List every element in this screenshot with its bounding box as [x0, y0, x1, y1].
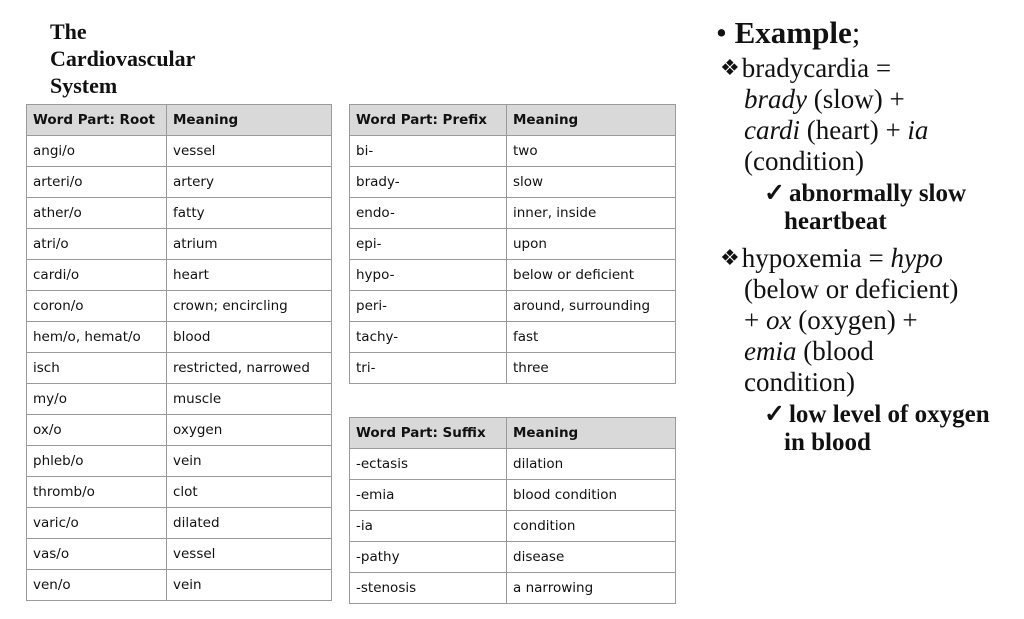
meaning-cell: artery — [167, 167, 332, 198]
ex2-meaning-2a: + — [744, 305, 766, 335]
title-line-3: System — [50, 73, 118, 98]
example-hypoxemia — [720, 242, 1020, 457]
meaning-cell: vessel — [167, 136, 332, 167]
word-part-cell: arteri/o — [27, 167, 167, 198]
ex2-line-5 — [720, 367, 1020, 398]
ex2-line-1 — [720, 242, 1020, 274]
word-part-cell: angi/o — [27, 136, 167, 167]
ex2-def-line-1: low level of oxygen — [788, 401, 990, 428]
ex1-line-3 — [720, 115, 1020, 146]
diamond-bullet-icon: ❖ — [720, 245, 740, 270]
page-title — [50, 18, 195, 99]
table-row — [27, 167, 332, 198]
prefix-header-meaning: Meaning — [507, 105, 676, 136]
root-header-wordpart: Word Part: Root — [27, 105, 167, 136]
title-line-2: Cardiovascular — [50, 46, 196, 71]
word-part-cell: atri/o — [27, 229, 167, 260]
word-part-cell: vas/o — [27, 539, 167, 570]
word-part-cell: -ectasis — [350, 449, 507, 480]
word-part-cell: endo- — [350, 198, 507, 229]
diamond-bullet-icon: ❖ — [720, 55, 740, 80]
suffix-header-meaning: Meaning — [507, 418, 676, 449]
ex1-def-line-1: abnormally slow — [788, 180, 967, 207]
ex2-line-4 — [720, 336, 1020, 367]
meaning-cell: restricted, narrowed — [167, 353, 332, 384]
table-row — [27, 415, 332, 446]
table-row — [350, 291, 676, 322]
example-heading — [716, 14, 1020, 52]
ex1-term: bradycardia = — [741, 53, 892, 83]
word-part-cell: ven/o — [27, 570, 167, 601]
ex1-meaning-3: (condition) — [744, 146, 864, 176]
word-part-cell: peri- — [350, 291, 507, 322]
prefix-table-body — [350, 136, 676, 384]
ex2-line-2 — [720, 274, 1020, 305]
meaning-cell: slow — [507, 167, 676, 198]
table-row — [350, 229, 676, 260]
prefix-header-wordpart: Word Part: Prefix — [350, 105, 507, 136]
meaning-cell: fast — [507, 322, 676, 353]
suffix-table — [349, 417, 676, 604]
prefix-table-header — [350, 105, 676, 136]
ex1-definition — [764, 180, 1020, 236]
table-row — [350, 136, 676, 167]
ex1-line-2 — [720, 84, 1020, 115]
word-part-cell: ather/o — [27, 198, 167, 229]
table-row — [27, 291, 332, 322]
suffix-table-body — [350, 449, 676, 604]
table-row — [27, 477, 332, 508]
bullet-icon: • — [716, 15, 727, 50]
word-part-cell: varic/o — [27, 508, 167, 539]
meaning-cell: muscle — [167, 384, 332, 415]
word-part-cell: brady- — [350, 167, 507, 198]
table-row — [27, 229, 332, 260]
meaning-cell: around, surrounding — [507, 291, 676, 322]
word-part-cell: -emia — [350, 480, 507, 511]
word-part-cell: tachy- — [350, 322, 507, 353]
word-part-cell: epi- — [350, 229, 507, 260]
ex1-meaning-1: (slow) + — [807, 84, 905, 114]
word-part-cell: hypo- — [350, 260, 507, 291]
word-part-cell: -ia — [350, 511, 507, 542]
ex2-part-3: emia — [744, 336, 797, 366]
ex1-part-1: brady — [744, 84, 807, 114]
meaning-cell: dilated — [167, 508, 332, 539]
ex1-part-2: cardi — [744, 115, 800, 145]
root-table-header — [27, 105, 332, 136]
table-row — [27, 446, 332, 477]
suffix-table-header — [350, 418, 676, 449]
meaning-cell: clot — [167, 477, 332, 508]
table-row — [27, 260, 332, 291]
checkmark-icon: ✓ — [764, 401, 785, 428]
word-part-cell: isch — [27, 353, 167, 384]
meaning-cell: inner, inside — [507, 198, 676, 229]
meaning-cell: two — [507, 136, 676, 167]
ex2-def-line-2: in blood — [784, 429, 871, 456]
meaning-cell: atrium — [167, 229, 332, 260]
example-panel — [716, 14, 1020, 463]
ex2-definition — [764, 401, 1020, 457]
ex2-meaning-1: (below or deficient) — [744, 274, 959, 304]
ex1-part-3: ia — [907, 115, 929, 145]
ex2-part-2: ox — [765, 305, 792, 335]
meaning-cell: oxygen — [167, 415, 332, 446]
title-line-1: The — [50, 19, 87, 44]
word-part-cell: my/o — [27, 384, 167, 415]
meaning-cell: a narrowing — [507, 573, 676, 604]
prefix-table — [349, 104, 676, 384]
word-part-cell: bi- — [350, 136, 507, 167]
ex2-term: hypoxemia = — [741, 243, 891, 273]
table-row — [350, 167, 676, 198]
ex1-meaning-2: (heart) + — [800, 115, 908, 145]
meaning-cell: vessel — [167, 539, 332, 570]
table-row — [27, 508, 332, 539]
root-header-meaning: Meaning — [167, 105, 332, 136]
ex2-meaning-3: (blood — [796, 336, 874, 366]
ex2-meaning-2b: (oxygen) + — [791, 305, 918, 335]
suffix-header-wordpart: Word Part: Suffix — [350, 418, 507, 449]
meaning-cell: heart — [167, 260, 332, 291]
table-row — [27, 322, 332, 353]
meaning-cell: blood — [167, 322, 332, 353]
word-part-cell: phleb/o — [27, 446, 167, 477]
word-part-cell: coron/o — [27, 291, 167, 322]
ex2-part-1: hypo — [890, 243, 943, 273]
word-part-cell: thromb/o — [27, 477, 167, 508]
table-row — [350, 322, 676, 353]
word-part-cell: cardi/o — [27, 260, 167, 291]
checkmark-icon: ✓ — [764, 180, 785, 207]
meaning-cell: fatty — [167, 198, 332, 229]
table-row — [27, 539, 332, 570]
ex1-line-4 — [720, 146, 1020, 177]
table-row — [350, 353, 676, 384]
ex2-meaning-4: condition) — [744, 367, 855, 397]
meaning-cell: vein — [167, 446, 332, 477]
example-bradycardia — [720, 52, 1020, 236]
word-part-cell: -pathy — [350, 542, 507, 573]
meaning-cell: below or deficient — [507, 260, 676, 291]
meaning-cell: crown; encircling — [167, 291, 332, 322]
meaning-cell: upon — [507, 229, 676, 260]
example-heading-text: Example — [734, 15, 852, 50]
table-row — [27, 353, 332, 384]
table-row — [350, 573, 676, 604]
table-row — [350, 480, 676, 511]
table-row — [350, 260, 676, 291]
meaning-cell: condition — [507, 511, 676, 542]
table-row — [350, 198, 676, 229]
table-row — [27, 198, 332, 229]
table-row — [350, 542, 676, 573]
example-heading-punct: ; — [851, 15, 861, 50]
table-row — [27, 136, 332, 167]
table-row — [27, 384, 332, 415]
table-row — [350, 511, 676, 542]
meaning-cell: three — [507, 353, 676, 384]
root-table — [26, 104, 332, 601]
ex2-line-3 — [720, 305, 1020, 336]
meaning-cell: dilation — [507, 449, 676, 480]
word-part-cell: tri- — [350, 353, 507, 384]
ex1-def-line-2: heartbeat — [784, 208, 887, 235]
word-part-cell: ox/o — [27, 415, 167, 446]
meaning-cell: blood condition — [507, 480, 676, 511]
table-row — [350, 449, 676, 480]
table-row — [27, 570, 332, 601]
word-part-cell: -stenosis — [350, 573, 507, 604]
root-table-body — [27, 136, 332, 601]
ex1-line-1 — [720, 52, 1020, 84]
meaning-cell: disease — [507, 542, 676, 573]
meaning-cell: vein — [167, 570, 332, 601]
word-part-cell: hem/o, hemat/o — [27, 322, 167, 353]
